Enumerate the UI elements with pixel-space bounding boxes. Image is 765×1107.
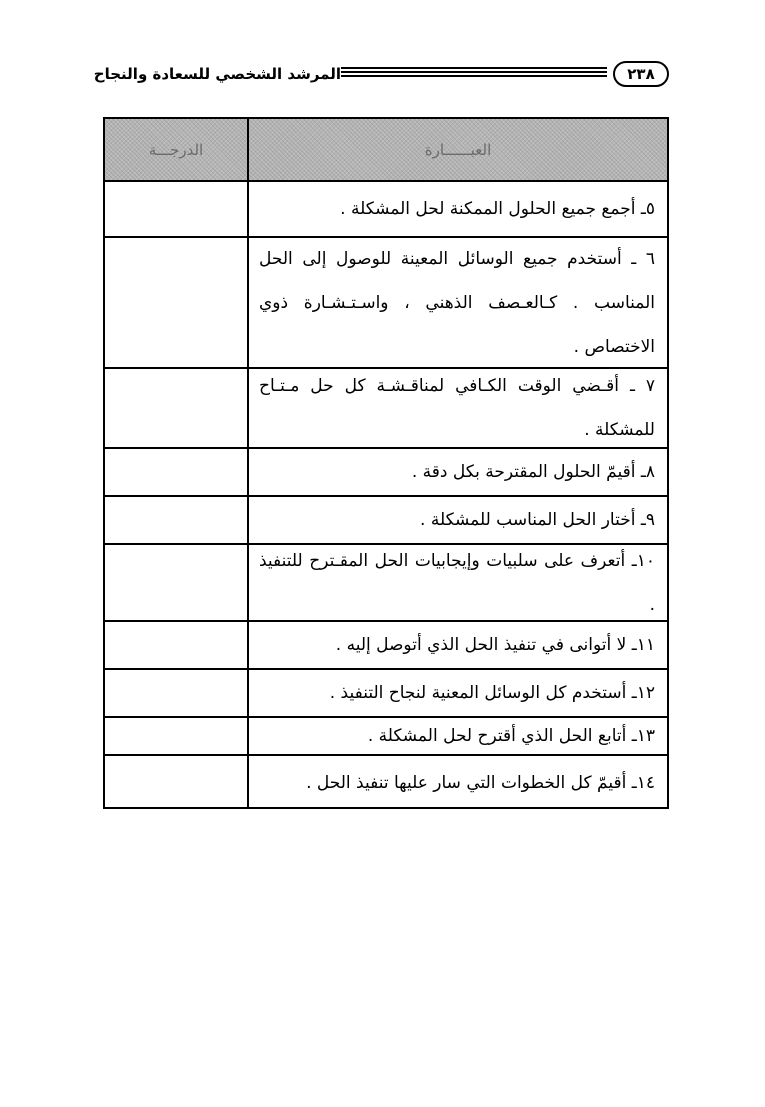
- table-row: [105, 369, 667, 449]
- statement-text: ١١ـ لا أتوانى في تنفيذ الحل الذي أتوصل إليه .: [335, 635, 655, 655]
- table-row: [105, 449, 667, 497]
- table-row: [105, 182, 667, 238]
- statement-text: ٧ ـ أقـضي الوقت الكـافي لمناقـشـة كل حل مـتـاح للمشكلة .: [259, 376, 655, 440]
- header-rule: [341, 67, 607, 79]
- grade-cell: [105, 670, 249, 716]
- statement-text: ٨ـ أقيمّ الحلول المقترحة بكل دقة .: [411, 462, 655, 482]
- statement-text: ٩ـ أختار الحل المناسب للمشكلة .: [420, 510, 655, 530]
- table-row: [105, 718, 667, 756]
- grade-cell: [105, 718, 249, 754]
- statement-cell: [249, 756, 667, 809]
- statement-text: ١٠ـ أتعرف على سلبيات وإيجابيات الحل المقـترح للتنفيذ .: [259, 550, 655, 615]
- statement-cell: [249, 718, 667, 754]
- grade-cell: [105, 369, 249, 447]
- grade-cell: [105, 182, 249, 236]
- statement-text: ١٤ـ أقيمّ كل الخطوات التي سار عليها تنفيذ الحل .: [306, 772, 655, 793]
- table-row: [105, 545, 667, 622]
- table-row: [105, 670, 667, 718]
- assessment-table: [103, 117, 669, 809]
- grade-cell: [105, 449, 249, 495]
- statement-cell: [249, 449, 667, 495]
- page-number-badge: ٢٣٨: [613, 61, 669, 87]
- grade-cell: [105, 756, 249, 809]
- table-header-row: [105, 119, 667, 182]
- table-row: [105, 622, 667, 670]
- book-title: المرشد الشخصي للسعادة والنجاح: [93, 65, 341, 83]
- statement-cell: [249, 497, 667, 543]
- statement-text: ٦ ـ أستخدم جميع الوسائل المعينة للوصول إلى الحل المناسب . كـالعـصف الذهني ، واسـتـشـارة ذوي الاختصاص .: [259, 248, 655, 357]
- statement-column-header: العبــــــارة: [424, 140, 492, 159]
- statement-cell: [249, 545, 667, 620]
- grade-cell: [105, 238, 249, 367]
- grade-cell: [105, 497, 249, 543]
- statement-text: ١٢ـ أستخدم كل الوسائل المعنية لنجاح التنفيذ .: [329, 683, 655, 703]
- table-row: [105, 756, 667, 809]
- table-row: [105, 238, 667, 369]
- statement-cell: [249, 238, 667, 367]
- statement-cell: [249, 622, 667, 668]
- grade-cell: [105, 545, 249, 620]
- grade-column-header: الدرجـــة: [105, 119, 249, 180]
- page-header: [93, 60, 669, 92]
- grade-cell: [105, 622, 249, 668]
- statement-cell: [249, 369, 667, 447]
- statement-text: ١٣ـ أتابع الحل الذي أقترح لحل المشكلة .: [367, 726, 655, 746]
- statement-text: ٥ـ أجمع جميع الحلول الممكنة لحل المشكلة .: [340, 199, 655, 219]
- statement-cell: [249, 182, 667, 236]
- statement-cell: [249, 670, 667, 716]
